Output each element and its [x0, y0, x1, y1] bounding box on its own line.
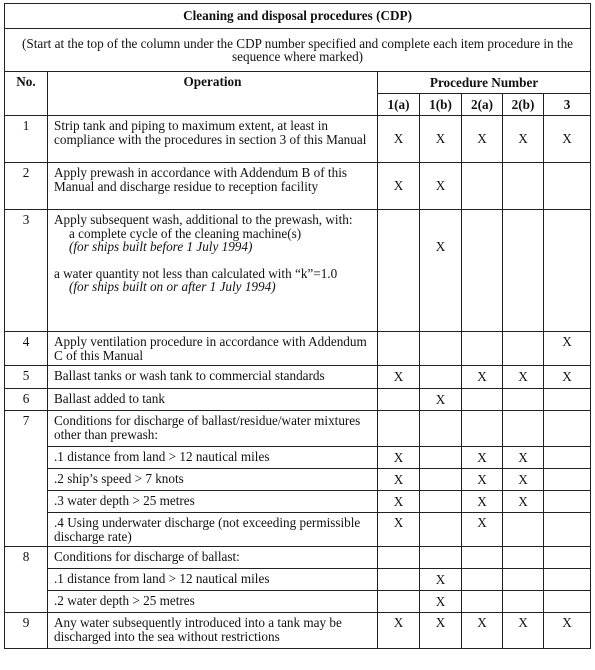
- header-operation: Operation: [48, 72, 378, 116]
- empty-cell: [544, 210, 591, 332]
- empty-cell: [462, 411, 503, 447]
- empty-cell: [544, 411, 591, 447]
- mark-cell: X: [462, 366, 503, 389]
- empty-cell: [544, 469, 591, 491]
- empty-cell: [420, 411, 462, 447]
- empty-cell: [462, 547, 503, 569]
- table-subrow: [5, 569, 591, 591]
- mark-cell: X: [420, 613, 462, 649]
- mark-cell: X: [420, 389, 462, 411]
- empty-cell: [378, 332, 420, 366]
- mark-cell: X: [462, 469, 503, 491]
- header-procedure-number: Procedure Number: [378, 72, 591, 94]
- empty-cell: [462, 591, 503, 613]
- mark-cell: X: [420, 569, 462, 591]
- row-number: 2: [5, 163, 48, 210]
- empty-cell: [378, 547, 420, 569]
- operation-text: Conditions for discharge of ballast/residue/water mixtures other than prewash:: [48, 411, 378, 447]
- header-col-1b: 1(b): [420, 94, 462, 116]
- mark-cell: X: [503, 613, 544, 649]
- header-row: [5, 72, 591, 94]
- mark-cell: X: [462, 513, 503, 547]
- empty-cell: [544, 389, 591, 411]
- option-a-note: (for ships built before 1 July 1994): [69, 239, 253, 254]
- empty-cell: [420, 332, 462, 366]
- title-row: [5, 4, 591, 29]
- mark-cell: X: [503, 116, 544, 163]
- empty-cell: [420, 513, 462, 547]
- empty-cell: [503, 332, 544, 366]
- row-number: 1: [5, 116, 48, 163]
- mark-cell: X: [378, 469, 420, 491]
- option-b: a water quantity not less than calculated with “k”=1.0: [54, 265, 338, 281]
- table-subrow: [5, 447, 591, 469]
- table-row: [5, 116, 591, 163]
- empty-cell: [378, 569, 420, 591]
- mark-cell: X: [378, 447, 420, 469]
- empty-cell: [503, 591, 544, 613]
- empty-cell: [378, 591, 420, 613]
- operation-text: Any water subsequently introduced into a tank may be discharged into the sea without restrictions: [48, 613, 378, 649]
- header-no: No.: [5, 72, 48, 116]
- cdp-table: [4, 3, 591, 649]
- sub-condition: .2 ship’s speed > 7 knots: [48, 469, 378, 491]
- table-row: [5, 163, 591, 210]
- operation-text: Ballast added to tank: [48, 389, 378, 411]
- row-number: 6: [5, 389, 48, 411]
- table-subrow: [5, 469, 591, 491]
- table-title: Cleaning and disposal procedures (CDP): [5, 4, 591, 29]
- mark-cell: X: [503, 491, 544, 513]
- sub-condition: .1 distance from land > 12 nautical miles: [48, 447, 378, 469]
- sub-condition-text: .4 Using underwater discharge (not exceeding permissible discharge rate): [54, 515, 361, 544]
- empty-cell: [503, 547, 544, 569]
- mark-cell: X: [462, 447, 503, 469]
- empty-cell: [503, 210, 544, 332]
- header-col-3: 3: [544, 94, 591, 116]
- table-subrow: [5, 591, 591, 613]
- table-subtitle: (Start at the top of the column under the CDP number specified and complete each item procedure in the sequence where marked): [5, 29, 591, 72]
- empty-cell: [462, 332, 503, 366]
- row-number: 3: [5, 210, 48, 332]
- empty-cell: [462, 163, 503, 210]
- table-row: [5, 389, 591, 411]
- mark-cell: X: [378, 613, 420, 649]
- row-number: 8: [5, 547, 48, 613]
- empty-cell: [378, 411, 420, 447]
- empty-cell: [420, 447, 462, 469]
- row-number: 4: [5, 332, 48, 366]
- mark-cell: X: [378, 491, 420, 513]
- sub-condition: .2 water depth > 25 metres: [48, 591, 378, 613]
- empty-cell: [503, 389, 544, 411]
- mark-cell: X: [503, 469, 544, 491]
- empty-cell: [420, 547, 462, 569]
- operation-text: Strip tank and piping to maximum extent, at least in compliance with the procedures in section 3 of this Manual: [48, 116, 378, 163]
- row-number: 7: [5, 411, 48, 547]
- empty-cell: [544, 513, 591, 547]
- table-row: [5, 547, 591, 569]
- empty-cell: [544, 491, 591, 513]
- option-a: a complete cycle of the cleaning machine(s): [69, 225, 302, 241]
- header-col-2b: 2(b): [503, 94, 544, 116]
- sub-condition: [48, 513, 378, 547]
- table-row: [5, 332, 591, 366]
- empty-cell: [503, 513, 544, 547]
- mark-cell: X: [462, 613, 503, 649]
- empty-cell: [378, 210, 420, 332]
- mark-cell: X: [420, 210, 462, 332]
- table-subrow: [5, 491, 591, 513]
- row-number: 5: [5, 366, 48, 389]
- empty-cell: [544, 547, 591, 569]
- empty-cell: [420, 366, 462, 389]
- table-subrow: [5, 513, 591, 547]
- empty-cell: [378, 389, 420, 411]
- mark-cell: X: [378, 366, 420, 389]
- empty-cell: [462, 210, 503, 332]
- sub-condition: .3 water depth > 25 metres: [48, 491, 378, 513]
- mark-cell: X: [378, 163, 420, 210]
- operation-text: [48, 210, 378, 332]
- row-number: 9: [5, 613, 48, 649]
- mark-cell: X: [420, 591, 462, 613]
- empty-cell: [462, 389, 503, 411]
- operation-text: Ballast tanks or wash tank to commercial standards: [48, 366, 378, 389]
- operation-intro: Apply subsequent wash, additional to the prewash, with:: [54, 212, 353, 227]
- header-col-1a: 1(a): [378, 94, 420, 116]
- empty-cell: [462, 569, 503, 591]
- empty-cell: [544, 447, 591, 469]
- empty-cell: [544, 591, 591, 613]
- mark-cell: X: [503, 447, 544, 469]
- option-b-note: (for ships built on or after 1 July 1994): [69, 279, 276, 294]
- mark-cell: X: [462, 491, 503, 513]
- mark-cell: X: [420, 116, 462, 163]
- empty-cell: [503, 569, 544, 591]
- mark-cell: X: [378, 513, 420, 547]
- empty-cell: [544, 569, 591, 591]
- operation-text: Apply prewash in accordance with Addendum B of this Manual and discharge residue to reception facility: [48, 163, 378, 210]
- subtitle-row: [5, 29, 591, 72]
- operation-text: Conditions for discharge of ballast:: [48, 547, 378, 569]
- empty-cell: [503, 411, 544, 447]
- empty-cell: [420, 491, 462, 513]
- mark-cell: X: [503, 366, 544, 389]
- empty-cell: [544, 163, 591, 210]
- empty-cell: [503, 163, 544, 210]
- mark-cell: X: [378, 116, 420, 163]
- header-col-2a: 2(a): [462, 94, 503, 116]
- table-row: [5, 366, 591, 389]
- mark-cell: X: [544, 116, 591, 163]
- operation-text: Apply ventilation procedure in accordance with Addendum C of this Manual: [48, 332, 378, 366]
- table-row: [5, 613, 591, 649]
- mark-cell: X: [420, 163, 462, 210]
- mark-cell: X: [544, 332, 591, 366]
- table-row: [5, 411, 591, 447]
- empty-cell: [420, 469, 462, 491]
- sub-condition: .1 distance from land > 12 nautical miles: [48, 569, 378, 591]
- mark-cell: X: [462, 116, 503, 163]
- mark-cell: X: [544, 366, 591, 389]
- mark-cell: X: [544, 613, 591, 649]
- table-row: [5, 210, 591, 332]
